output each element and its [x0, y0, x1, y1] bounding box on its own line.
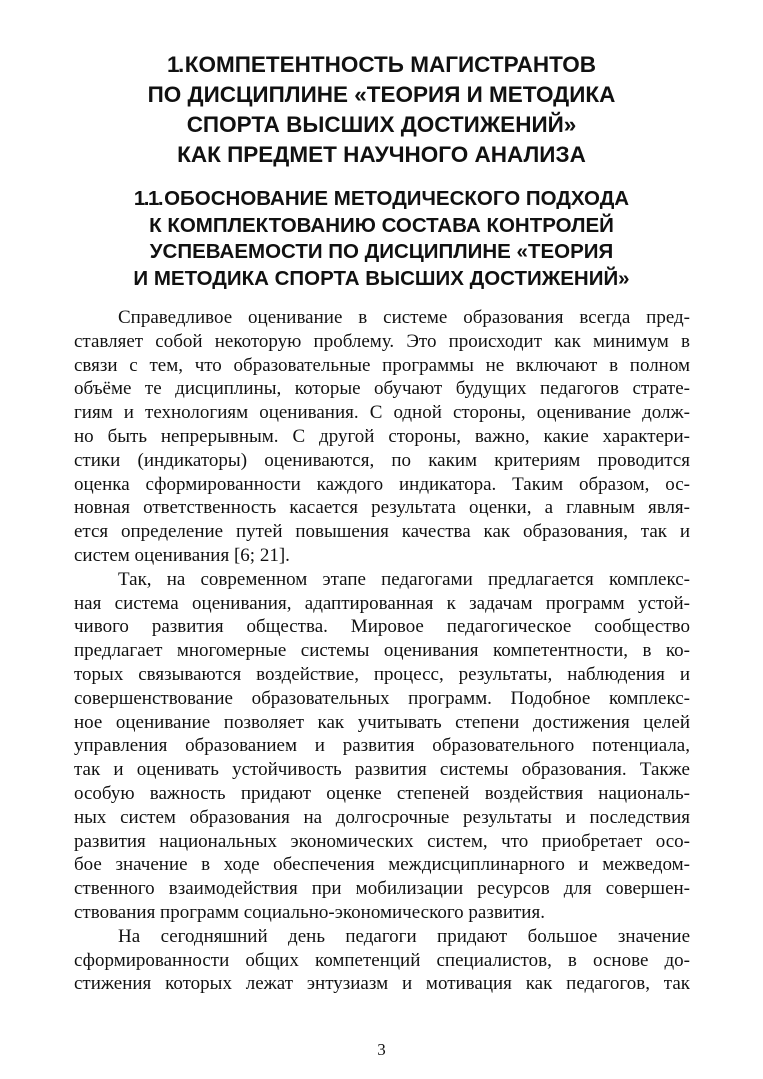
- paragraph-1: [74, 306, 690, 568]
- text-line: бое значение в ходе обеспечения междисциплинарного и межведом-: [74, 854, 690, 876]
- chapter-number: 1.: [166, 52, 183, 77]
- paragraph-3: [74, 925, 690, 996]
- text-line: ное оценивание позволяет как учитывать степени достижения целей: [74, 711, 690, 733]
- text-line: Справедливое оценивание в системе образования всегда пред-: [118, 307, 690, 328]
- text-line: ных систем образования на долгосрочные результаты и последствия: [74, 806, 690, 828]
- text-line: стижения которых лежат энтузиазм и мотивация как педагогов, так: [74, 973, 690, 995]
- section-heading: [70, 186, 693, 292]
- text-line: На сегодняшний день педагоги придают большое значение: [118, 925, 690, 947]
- text-line: совершенствование образовательных программ. Подобное комплекс-: [74, 687, 690, 709]
- chapter-heading-line: ПО ДИСЦИПЛИНЕ «ТЕОРИЯ И МЕТОДИКА: [147, 82, 616, 107]
- chapter-heading-line: КАК ПРЕДМЕТ НАУЧНОГО АНАЛИЗА: [177, 142, 586, 167]
- text-line: объёме те дисциплины, которые обучают будущих педагогов страте-: [74, 378, 690, 400]
- body-text: [74, 306, 690, 996]
- text-line: оценка сформированности каждого индикатора. Таким образом, ос-: [74, 473, 690, 495]
- chapter-heading: [70, 50, 693, 170]
- text-line: так и оценивать устойчивость развития системы образования. Также: [74, 759, 690, 781]
- section-heading-line: К КОМПЛЕКТОВАНИЮ СОСТАВА КОНТРОЛЕЙ: [149, 213, 614, 237]
- text-line: новная ответственность касается результата оценки, а главным явля-: [74, 497, 690, 519]
- paragraph-2: [74, 568, 690, 925]
- text-line: Так, на современном этапе педагогами предлагается комплекс-: [118, 568, 690, 590]
- text-line: ется определение путей повышения качества как образования, так и: [74, 521, 690, 543]
- page-number: 3: [377, 1040, 386, 1059]
- text-line: ставляет собой некоторую проблему. Это происходит как минимум в: [74, 330, 690, 352]
- text-line: чивого развития общества. Мировое педагогическое сообщество: [74, 616, 690, 638]
- text-line: особую важность придают оценке степеней воздействия националь-: [74, 782, 690, 804]
- text-line: но быть непрерывным. С другой стороны, важно, какие характери-: [74, 425, 690, 447]
- text-line: ствования программ социально-экономического развития.: [74, 901, 545, 923]
- text-line: связи с тем, что образовательные программы не включают в полном: [74, 354, 690, 376]
- chapter-heading-line: [70, 50, 693, 80]
- text-line: предлагает многомерные системы оценивания компетентности, в ко-: [74, 640, 690, 662]
- section-heading-line: [70, 186, 693, 213]
- text-line: развития национальных экономических систем, что приобретает осо-: [74, 830, 690, 852]
- text-line: ственного взаимодействия при мобилизации ресурсов для совершен-: [74, 878, 690, 900]
- section-number: 1.1.: [133, 187, 163, 210]
- text-line: систем оценивания [6; 21].: [74, 544, 290, 566]
- text-line: ная система оценивания, адаптированная к задачам программ устой-: [74, 592, 690, 614]
- text-line: сформированности общих компетенций специалистов, в основе до-: [74, 949, 690, 971]
- section-heading-line: УСПЕВАЕМОСТИ ПО ДИСЦИПЛИНЕ «ТЕОРИЯ: [149, 240, 614, 263]
- chapter-heading-text: КОМПЕТЕНТНОСТЬ МАГИСТРАНТОВ: [184, 52, 597, 77]
- chapter-heading-line: СПОРТА ВЫСШИХ ДОСТИЖЕНИЙ»: [186, 112, 577, 137]
- text-line: стики (индикаторы) оцениваются, по каким критериям проводится: [74, 449, 690, 471]
- section-heading-text: ОБОСНОВАНИЕ МЕТОДИЧЕСКОГО ПОДХОДА: [164, 187, 630, 210]
- text-line: торых связываются воздействие, процесс, результаты, наблюдения и: [74, 663, 690, 685]
- section-heading-line: И МЕТОДИКА СПОРТА ВЫСШИХ ДОСТИЖЕНИЙ»: [133, 266, 630, 290]
- text-line: управления образованием и развития образовательного потенциала,: [74, 735, 690, 757]
- text-line: гиям и технологиям оценивания. С одной стороны, оценивание долж-: [74, 402, 690, 424]
